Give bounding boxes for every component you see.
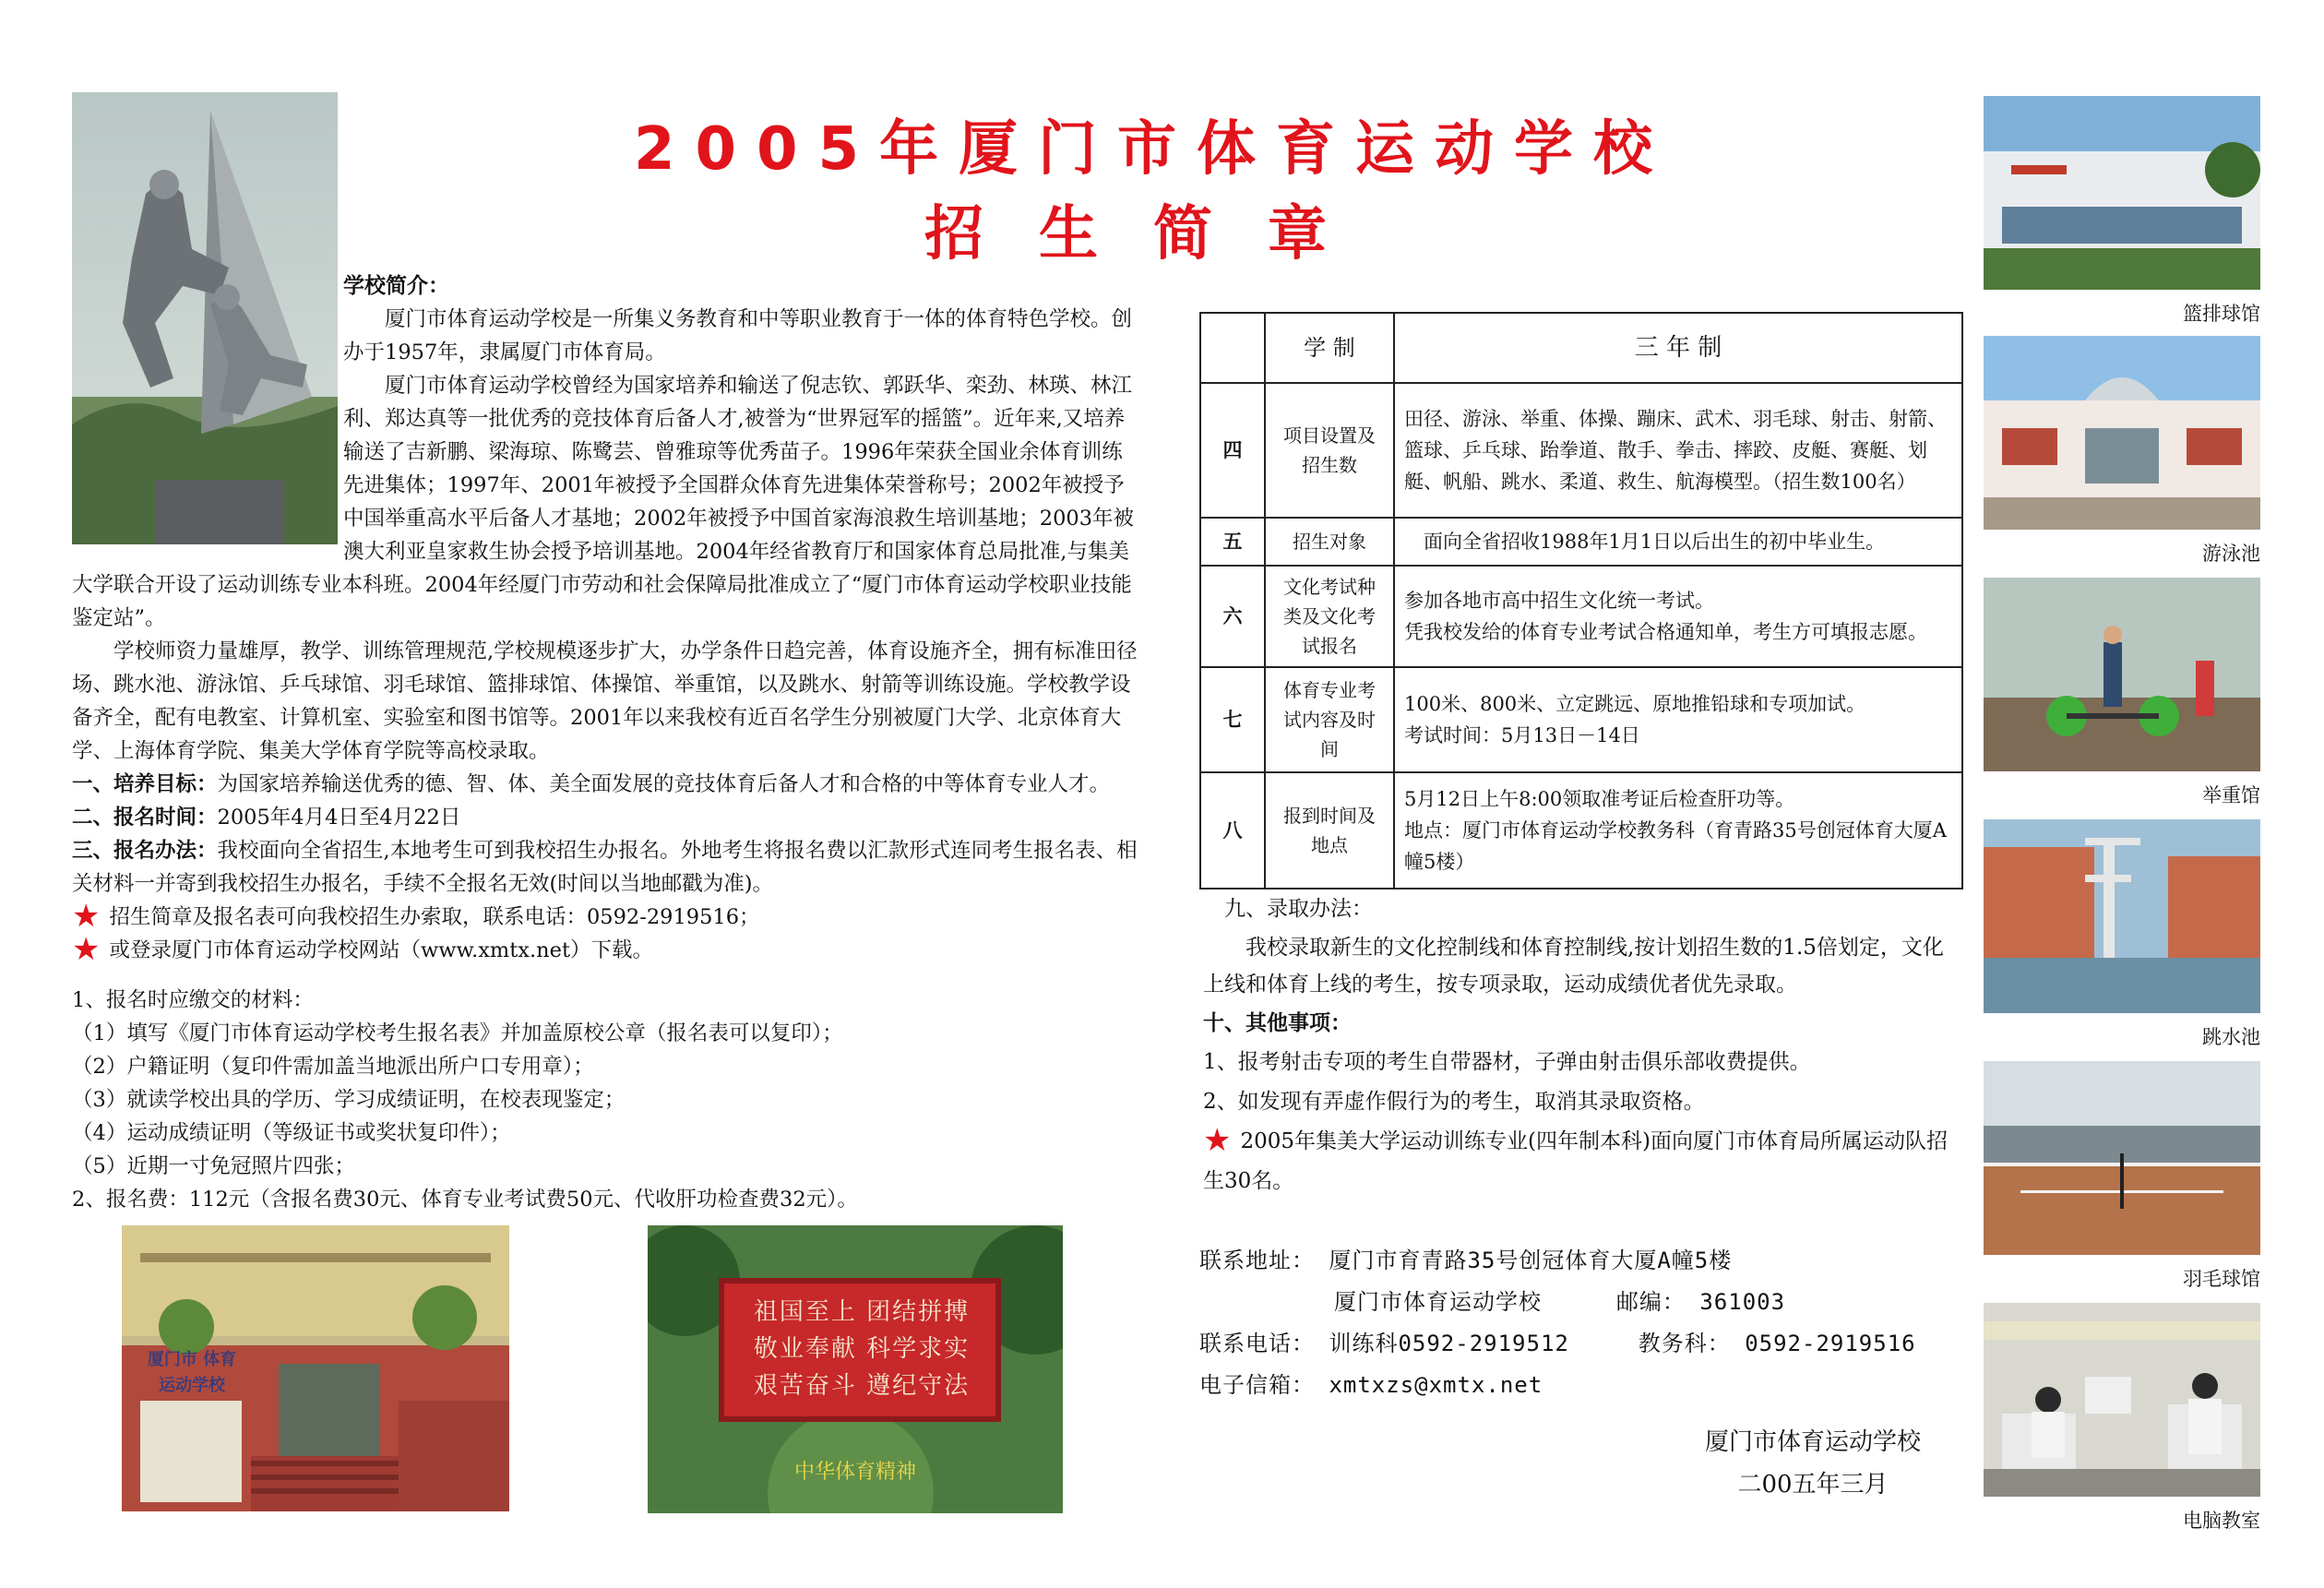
star-note-2: [72, 931, 1138, 968]
materials-item-2: （2）户籍证明（复印件需加盖当地派出所户口专用章）；: [72, 1055, 594, 1079]
row-value-line-1: 参加各地市高中招生文化统一考试。: [1404, 590, 1714, 612]
table-row: [1200, 383, 1962, 518]
intro-p2-text: 厦门市体育运动学校曾经为国家培养和输送了倪志钦、郭跃华、栾劲、林瑛、林江利、郑达真等一批优秀的竞技体育后备人才,被誉为“世界冠军的摇篮”。近年来,又培养输送了吉新鹏、梁海琼、陈鹭芸、曾雅琼等优秀苗子。1996年荣获全国业余体育训练先进集体；1997年、2001年被授予全国群众体育先进集体荣誉称号；2002年被授予中国举重高水平后备人才基地；2002年被授予中国首家海浪救生培训基地；2003年被澳大利亚皇家救生协会授予培训基地。2004年经省教育厅和国家体育总局批准,与集美大学联合开设了运动训练专业本科班。2004年经厦门市劳动和社会保障局批准成立了“厦门市体育运动学校职业技能鉴定站”。: [72, 374, 1135, 630]
row-value-line-2: 地点：厦门市体育运动学校教务科（育青路35号创冠体育大厦A幢5楼）: [1404, 819, 1947, 873]
basketball-hall-image: [1984, 96, 2260, 290]
star-note-1: [72, 898, 1138, 935]
slogan-photo: [648, 1225, 1063, 1513]
slogan-caption: 中华体育精神: [793, 1461, 916, 1484]
section-training-goal: [72, 768, 1138, 801]
table-cell: [1200, 313, 1265, 383]
registration-method-label: 三、报名办法：: [72, 839, 218, 863]
row-value-line-1: 5月12日上午8:00领取准考证后检查肝功等。: [1404, 788, 1795, 810]
school-name: 厦门市体育运动学校: [1334, 1289, 1542, 1315]
title-line-1: 2005年厦门市体育运动学校: [633, 115, 1674, 184]
contact-school-line: [1199, 1282, 1974, 1323]
phone-office: 0592-2919516: [1745, 1331, 1916, 1356]
photo-weightlifting-hall: [1984, 578, 2260, 819]
badminton-hall-image: [1984, 1061, 2260, 1255]
admission-text: 我校录取新生的文化控制线和体育控制线,按计划招生数的1.5倍划定，文化上线和体育上线的考生，按专项录取，运动成绩优者优先录取。: [1203, 936, 1944, 997]
row-number: 七: [1200, 667, 1265, 772]
school-gate-photo: [122, 1225, 509, 1511]
email-label: 电子信箱：: [1199, 1372, 1315, 1398]
intro-heading: 学校简介：: [343, 273, 449, 298]
other-item-1: 1、报考射击专项的考生自带器材，子弹由射击俱乐部收费提供。: [1203, 1050, 1811, 1074]
other-item-2: 2、如发现有弄虚作假行为的考生，取消其录取资格。: [1203, 1090, 1705, 1114]
row-value: 面向全省招收1988年1月1日以后出生的初中毕业生。: [1394, 518, 1962, 566]
materials-item-5: （5）近期一寸免冠照片四张；: [72, 1154, 355, 1178]
registration-method-text: 我校面向全省招生,本地考生可到我校招生办报名。外地考生将报名费以汇款形式连同考生报名表、相关材料一并寄到我校招生办报名，手续不全报名无效(时间以当地邮戳为准)。: [72, 839, 1138, 896]
table-row: [1200, 566, 1962, 667]
row-label: 体育专业考试内容及时间: [1265, 667, 1394, 772]
contact-phone-line: [1199, 1323, 1974, 1365]
row-number: 八: [1200, 772, 1265, 889]
table-header-label: 学 制: [1265, 313, 1394, 383]
address-value: 厦门市育青路35号创冠体育大厦A幢5楼: [1329, 1248, 1733, 1273]
slogan-line-2: 敬业奉献 科学求实: [753, 1335, 971, 1363]
star-note-1-text: 招生简章及报名表可向我校招生办索取，联系电话：0592-2919516；: [109, 905, 760, 929]
table-header-value: 三 年 制: [1394, 313, 1962, 383]
row-value: [1394, 667, 1962, 772]
table-header-row: [1200, 313, 1962, 383]
registration-time-label: 二、报名时间：: [72, 806, 218, 830]
intro-paragraph-1: [343, 303, 1138, 369]
photo-caption: 羽毛球馆: [2183, 1268, 2260, 1290]
admission-section: [1203, 890, 1952, 1201]
intro-p1-text: 厦门市体育运动学校是一所集义务教育和中等职业教育于一体的体育特色学校。创办于1957年，隶属厦门市体育局。: [343, 307, 1133, 364]
gate-sign-text: 厦门市 体育运动学校: [147, 1350, 237, 1395]
swimming-pool-image: [1984, 336, 2260, 530]
postcode-label: 邮编：: [1615, 1289, 1686, 1315]
photo-caption: 电脑教室: [2183, 1510, 2260, 1532]
title-line-2: 招生简章: [924, 200, 1382, 269]
address-label: 联系地址：: [1199, 1248, 1315, 1273]
other-star-note: [1203, 1122, 1952, 1201]
photo-caption: 举重馆: [2202, 784, 2260, 806]
enrollment-table: [1199, 312, 1963, 890]
signature-date: 二00五年三月: [1737, 1471, 1889, 1498]
row-value: 田径、游泳、举重、体操、蹦床、武术、羽毛球、射击、射箭、篮球、乒乓球、跆拳道、散手、拳击、摔跤、皮艇、赛艇、划艇、帆船、跳水、柔道、救生、航海模型。（招生数100名）: [1394, 383, 1962, 518]
signature-org: 厦门市体育运动学校: [1704, 1428, 1921, 1456]
diving-pool-image: [1984, 819, 2260, 1013]
computer-room-image: [1984, 1303, 2260, 1497]
photo-computer-room: [1984, 1303, 2260, 1543]
photo-caption: 游泳池: [2202, 543, 2260, 565]
red-star-icon: ★: [1203, 1122, 1232, 1159]
contact-address-line: [1199, 1240, 1974, 1282]
phone-office-label: 教务科：: [1638, 1331, 1731, 1356]
phone-training: 训练科0592-2919512: [1329, 1331, 1569, 1356]
photo-caption: 跳水池: [2202, 1026, 2260, 1048]
table-row: [1200, 518, 1962, 566]
materials-heading: 1、报名时应缴交的材料：: [72, 988, 314, 1012]
row-value: [1394, 772, 1962, 889]
email-value[interactable]: xmtxzs@xmtx.net: [1329, 1372, 1543, 1398]
row-value-line-2: 考试时间：5月13日－14日: [1404, 724, 1640, 746]
photo-diving-pool: [1984, 819, 2260, 1061]
materials-item-1: （1）填写《厦门市体育运动学校考生报名表》并加盖原校公章（报名表可以复印）；: [72, 1021, 843, 1045]
section-registration-method: [72, 834, 1138, 901]
other-heading: 十、其他事项：: [1203, 1010, 1352, 1035]
float-spacer: [72, 369, 343, 541]
other-star-text: 2005年集美大学运动训练专业(四年制本科)面向厦门市体育局所属运动队招生30名。: [1203, 1129, 1948, 1193]
table-row: [1200, 667, 1962, 772]
training-goal-text: 为国家培养输送优秀的德、智、体、美全面发展的竞技体育后备人才和合格的中等体育专业人才。: [217, 772, 1111, 796]
contact-email-line: [1199, 1365, 1974, 1406]
row-value-line-1: 100米、800米、立定跳远、原地推铅球和专项加试。: [1404, 693, 1866, 715]
registration-fee: 2、报名费：112元（含报名费30元、体育专业考试费50元、代收肝功检查费32元）。: [72, 1188, 858, 1212]
row-label: 项目设置及招生数: [1265, 383, 1394, 518]
photo-badminton-hall: [1984, 1061, 2260, 1303]
slogan-lines: [733, 1294, 991, 1404]
row-label: 报到时间及地点: [1265, 772, 1394, 889]
intro-p3-text: 学校师资力量雄厚，教学、训练管理规范,学校规模逐步扩大，办学条件日趋完善，体育设施齐全，拥有标准田径场、跳水池、游泳馆、乒乓球馆、羽毛球馆、篮排球馆、体操馆、举重馆，以及跳水、射箭等训练设施。学校教学设备齐全，配有电教室、计算机室、实验室和图书馆等。2001年以来我校有近百名学生分别被厦门大学、北京体育大学、上海体育学院、集美大学体育学院等高校录取。: [72, 639, 1138, 763]
slogan-line-1: 祖国至上 团结拼搏: [753, 1298, 971, 1326]
materials-item-3: （3）就读学校出具的学历、学习成绩证明，在校表现鉴定；: [72, 1088, 626, 1112]
training-goal-label: 一、培养目标：: [72, 772, 218, 796]
intro-block: [72, 369, 1138, 1216]
postcode-value: 361003: [1699, 1289, 1786, 1315]
row-value-line-2: 凭我校发给的体育专业考试合格通知单，考生方可填报志愿。: [1404, 621, 1927, 643]
table-row: [1200, 772, 1962, 889]
photo-caption: 篮排球馆: [2183, 303, 2260, 325]
row-label: 文化考试种类及文化考试报名: [1265, 566, 1394, 667]
weightlifting-hall-image: [1984, 578, 2260, 771]
admission-heading: 九、录取办法：: [1224, 897, 1373, 921]
row-number: 六: [1200, 566, 1265, 667]
phone-label: 联系电话：: [1199, 1331, 1315, 1356]
facility-photo-column: [1984, 96, 2260, 1543]
photo-basketball-hall: [1984, 96, 2260, 336]
photo-swimming-pool: [1984, 336, 2260, 578]
row-label: 招生对象: [1265, 518, 1394, 566]
contact-block: [1199, 1240, 1974, 1406]
row-value: [1394, 566, 1962, 667]
registration-time-text: 2005年4月4日至4月22日: [217, 806, 461, 830]
signature-block: [1679, 1421, 1947, 1506]
materials-item-4: （4）运动成绩证明（等级证书或奖状复印件）；: [72, 1121, 511, 1145]
row-number: 四: [1200, 383, 1265, 518]
red-star-icon: ★: [72, 898, 101, 935]
slogan-line-3: 艰苦奋斗 遵纪守法: [753, 1372, 971, 1400]
red-star-icon: ★: [72, 931, 101, 968]
star-note-2-text: 或登录厦门市体育运动学校网站（www.xmtx.net）下载。: [109, 938, 654, 962]
row-number: 五: [1200, 518, 1265, 566]
section-registration-time: [72, 801, 1138, 834]
